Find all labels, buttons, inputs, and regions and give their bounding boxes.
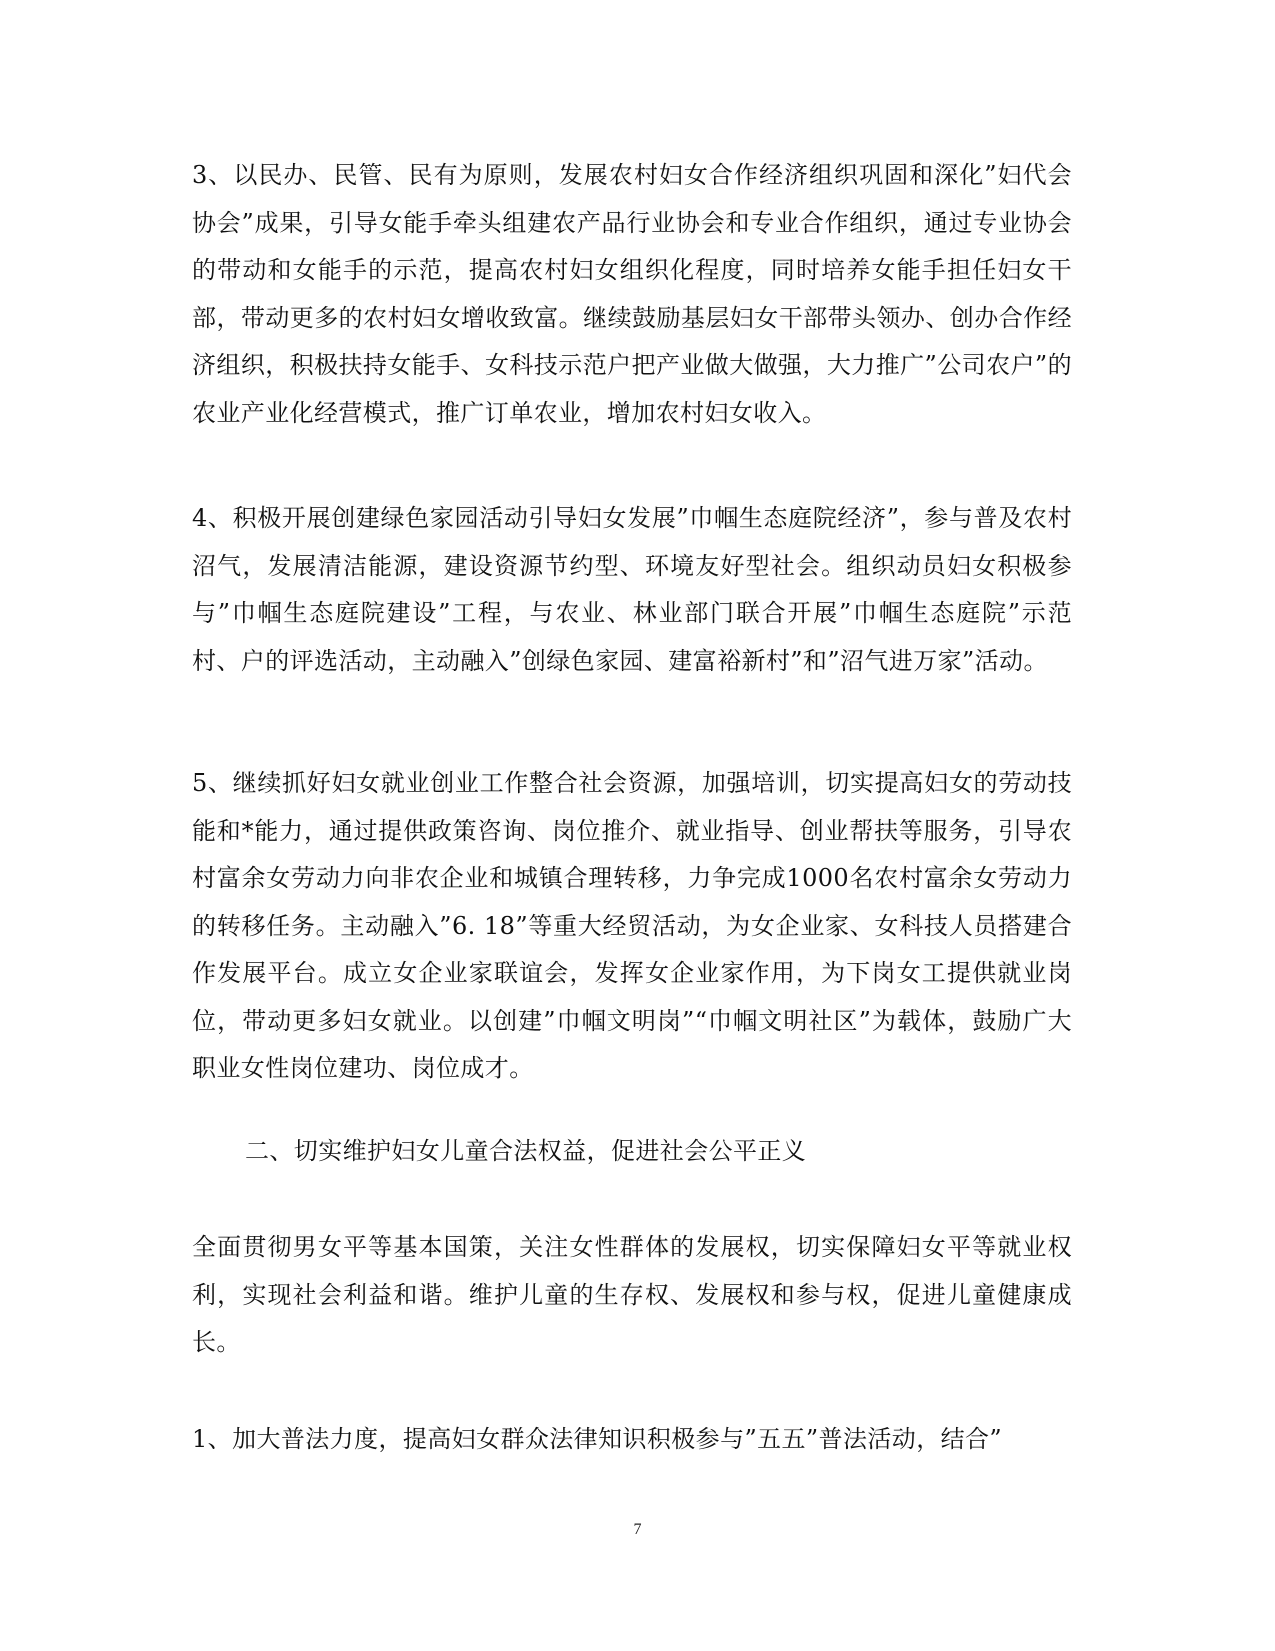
paragraph-5-employment: 5、继续抓好妇女就业创业工作整合社会资源，加强培训，切实提高妇女的劳动技能和*能力，通过提供政策咨询、岗位推介、就业指导、创业帮扶等服务，引导农村富余女劳动力向非农企业和城镇合理转移，力争完成1000名农村富余女劳动力的转移任务。主动融入”6. 18”等重大经贸活动，为女企业家、女科技人员搭建合作发展平台。成立女企业家联谊会，发挥女企业家作用，为下岗女工提供就业岗位，带动更多妇女就业。以创建”巾帼文明岗”“巾帼文明社区”为载体，鼓励广大职业女性岗位建功、岗位成才。 [192, 769, 1072, 1082]
page-number: 7 [633, 1521, 642, 1538]
paragraph-1-legal-education: 1、加大普法力度，提高妇女群众法律知识积极参与”五五”普法活动，结合” [192, 1425, 1003, 1453]
paragraph-4-green-homes: 4、积极开展创建绿色家园活动引导妇女发展”巾帼生态庭院经济”，参与普及农村沼气，发展清洁能源，建设资源节约型、环境友好型社会。组织动员妇女积极参与”巾帼生态庭院建设”工程，与农业、林业部门联合开展”巾帼生态庭院”示范村、户的评选活动，主动融入”创绿色家园、建富裕新村”和”沼气进万家”活动。 [192, 504, 1072, 675]
paragraph-3-cooperative-organizations: 3、以民办、民管、民有为原则，发展农村妇女合作经济组织巩固和深化”妇代会协会”成果，引导女能手牵头组建农产品行业协会和专业合作组织，通过专业协会的带动和女能手的示范，提高农村妇女组织化程度，同时培养女能手担任妇女干部，带动更多的农村妇女增收致富。继续鼓励基层妇女干部带头领办、创办合作经济组织，积极扶持女能手、女科技示范户把产业做大做强，大力推广”公司农户”的农业产业化经营模式，推广订单农业，增加农村妇女收入。 [192, 161, 1072, 427]
paragraph-equality-policy: 全面贯彻男女平等基本国策，关注女性群体的发展权，切实保障妇女平等就业权利，实现社会利益和谐。维护儿童的生存权、发展权和参与权，促进儿童健康成长。 [192, 1233, 1072, 1356]
section-heading-2: 二、切实维护妇女儿童合法权益，促进社会公平正义 [245, 1137, 807, 1165]
